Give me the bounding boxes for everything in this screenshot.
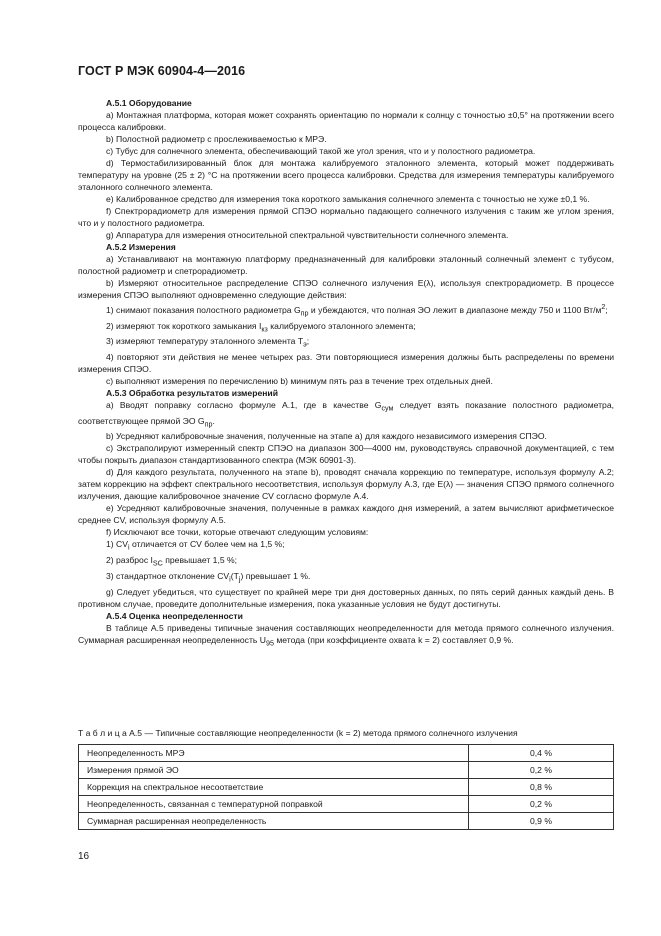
list-item: 2) измеряют ток короткого замыкания $I_{кз}$ калибруемого эталонного элемента; [106,320,416,334]
table-cell-name: Измерения прямой ЭО [79,762,469,779]
list-item: c) выполняют измерения по перечислению b) минимум пять раз в течение трех отдельных дней. [106,376,493,387]
table-caption: Т а б л и ц а А.5 — Типичные составляющие неопределенности (k = 2) метода прямого солнечного излучения [78,728,518,738]
table-cell-value: 0,4 % [469,745,614,762]
list-item: d) Для каждого результата, полученного на этапе b), проводят сначала коррекцию по температуре, используя формулу А.2; затем коррекцию на эффект спектрального несоответствия, используя формулу А.3, где E(λ) — значения СПЭО прямого солнечного излучения, дающие калибровочное значение CV согласно формуле А.4. [78,467,614,502]
section-heading-a54: А.5.4 Оценка неопределенности [106,610,243,621]
list-item: f) Исключают все точки, которые отвечают следующим условиям: [106,527,369,538]
table-row [79,762,614,779]
table-row [79,745,614,762]
list-item: c) Тубус для солнечного элемента, обеспечивающий такой же угол зрения, что и у полостного радиометра. [106,146,536,156]
table-cell-name: Суммарная расширенная неопределенность [79,813,469,830]
table-cell-value: 0,8 % [469,779,614,796]
section-heading-a53: А.5.3 Обработка результатов измерений [106,388,278,399]
table-row [79,779,614,796]
list-item: 3) измеряют температуру эталонного элемента $T_э$; [106,336,310,350]
table-cell-name: Неопределенность, связанная с температурной поправкой [79,796,469,813]
list-item: e) Калиброванное средство для измерения тока короткого замыкания солнечного элемента с точностью не хуже ±0,1 %. [106,194,590,204]
list-item: а) Монтажная платформа, которая может сохранять ориентацию по нормали к солнцу с точностью ±0,5° на протяжении всего процесса калибровки. [78,110,614,132]
list-item: а) Вводят поправку согласно формуле А.1, где в качестве $G_{сум}$ следует взять показание полостного радиометра, соответствующее прямой ЭО $G_{пр}$. [78,400,614,429]
list-item: 4) повторяют эти действия не менее четырех раз. Эти повторяющиеся измерения должны быть распределены по времени измерения СПЭО. [78,352,614,375]
list-item: g) Аппаратура для измерения относительной спектральной чувствительности солнечного элемента. [106,230,509,240]
list-item: 2) разброс $I_{SC}$ превышает 1,5 %; [106,555,238,568]
paragraph: В таблице А.5 приведены типичные значения составляющих неопределенности для метода прямого солнечного излучения. Суммарная расширенная неопределенность $U_{95}$ метода (при коэффициенте охвата k = 2) составляет 0,9 %. [78,622,614,648]
list-item: 3) стандартное отклонение $CV_i(T_j)$ превышает 1 %. [106,570,311,584]
list-item: 1) снимают показания полостного радиометра $G_{пр}$ и убеждаются, что полная ЭО лежит в диапазоне между 750 и 1100 $Вт/м^2$; [106,303,608,318]
list-item: d) Термостабилизированный блок для монтажа калибруемого эталонного элемента, который может поддерживать температуру на уровне (25 ± 2) °С на протяжении всего процесса калибровки. Средства для измерения температуры калибруемого эталонного солнечного элемента. [78,158,614,192]
table-row [79,813,614,830]
list-item: b) Измеряют относительное распределение СПЭО солнечного излучения E(λ), используя спектрорадиометр. В процессе измерения СПЭО выполняют одновременно следующие действия: [78,278,614,300]
list-item: b) Усредняют калибровочные значения, полученные на этапе а) для каждого независимого измерения СПЭО. [106,431,547,442]
table-cell-value: 0,2 % [469,762,614,779]
page-number: 16 [78,851,90,862]
list-item: b) Полостной радиометр с прослеживаемостью к МРЭ. [106,134,327,144]
section-heading-a52: А.5.2 Измерения [106,242,176,252]
list-item: f) Спектрорадиометр для измерения прямой СПЭО нормально падающего солнечного излучения с таким же углом зрения, что и у полостного радиометра. [78,206,614,228]
document-body [78,97,614,649]
list-item: а) Устанавливают на монтажную платформу предназначенный для калибровки эталонный солнечный элемент с тубусом, полостной радиометр и спетрорадиометр. [78,254,614,276]
list-item: c) Экстраполируют измеренный спектр СПЭО на диапазон 300—4000 нм, руководствуясь справочной документацией, с тем чтобы покрыть диапазон стандартизованного спектра (МЭК 60901-3). [78,443,614,466]
table-cell-value: 0,9 % [469,813,614,830]
table-cell-name: Неопределенность МРЭ [79,745,469,762]
table-row [79,796,614,813]
list-item: g) Следует убедиться, что существует по крайней мере три дня достоверных данных, по пять серий данных каждый день. В противном случае, проведите дополнительные измерения, пока указанные условия не будут достигнуты. [78,586,614,609]
list-item: e) Усредняют калибровочные значения, полученные в рамках каждого дня измерений, а затем вычисляют арифметическое среднее CV, используя формулу А.5. [78,503,614,526]
uncertainty-table [78,744,614,830]
document-header: ГОСТ Р МЭК 60904-4—2016 [78,64,246,78]
table-cell-value: 0,2 % [469,796,614,813]
list-item: 1) $CV_i$ отличается от CV более чем на 1,5 %; [106,539,285,553]
section-heading-a51: А.5.1 Оборудование [106,98,192,108]
table-cell-name: Коррекция на спектральное несоответствие [79,779,469,796]
